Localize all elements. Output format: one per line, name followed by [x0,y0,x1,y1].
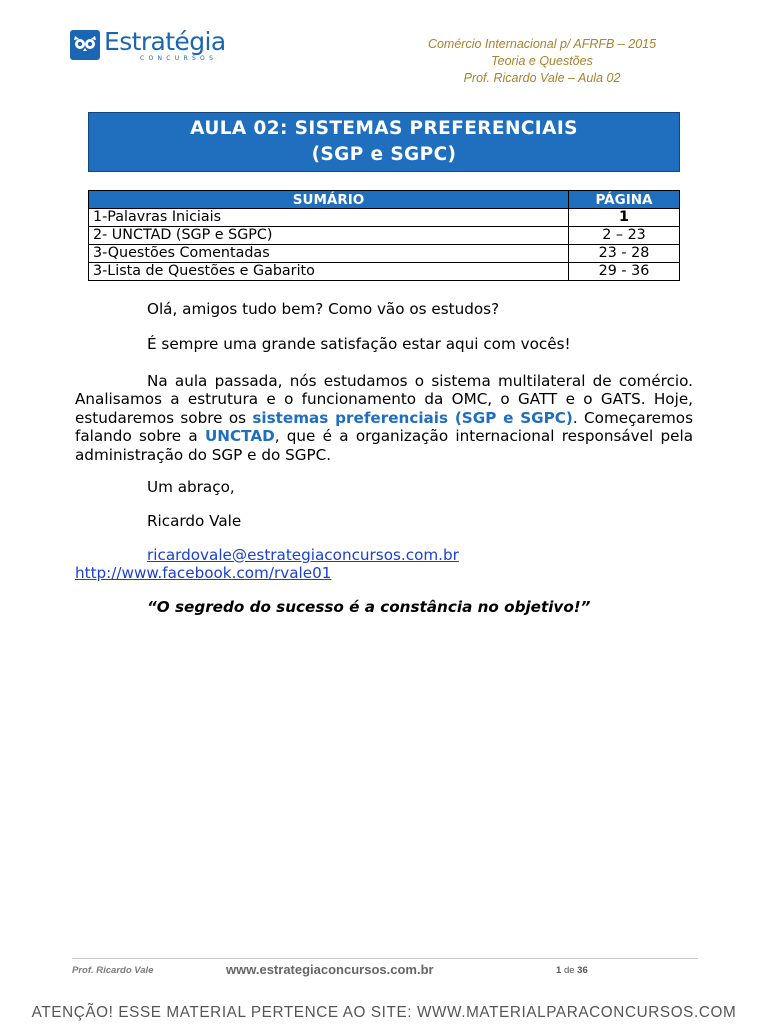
greeting-text: Olá, amigos tudo bem? Como vão os estudos? [147,300,500,318]
summary-topic: 1-Palavras Iniciais [89,209,569,227]
intro-paragraph [75,372,693,464]
intro-text-a: Na aula passada, nós estudamos o sistema multilateral de comércio. Analisamos a estrutura e o funcionamento da OMC, o GATT e o GATS. Hoje, estudaremos sobre os [75,372,693,427]
quote-text: “O segredo do sucesso é a constância no objetivo!” [147,598,591,616]
summary-header-row [89,191,680,209]
lesson-title-line1: AULA 02: SISTEMAS PREFERENCIAIS [190,118,578,139]
satisfaction-text: É sempre uma grande satisfação estar aqui com vocês! [147,335,571,353]
email-link[interactable]: ricardovale@estrategiaconcursos.com.br [147,546,459,564]
facebook-link[interactable]: http://www.facebook.com/rvale01 [75,564,332,583]
brand-logo [70,27,230,66]
closing-text: Um abraço, [147,478,235,496]
lesson-title [88,112,680,172]
summary-header-page: PÁGINA [569,191,680,209]
contact-block [75,546,693,583]
header-lesson: Prof. Ricardo Vale – Aula 02 [463,71,621,85]
footer-site: www.estrategiaconcursos.com.br [226,962,434,977]
summary-topic: 3-Questões Comentadas [89,245,569,263]
header-course: Comércio Internacional p/ AFRFB – 2015 [427,37,657,51]
page-counter [556,965,588,976]
table-row [89,209,680,227]
header-subtitle: Teoria e Questões [491,54,593,68]
table-row [89,227,680,245]
footer-author: Prof. Ricardo Vale [72,965,154,976]
table-row [89,245,680,263]
summary-topic: 3-Lista de Questões e Gabarito [89,263,569,281]
owl-icon [70,30,100,60]
watermark-text: ATENÇÃO! ESSE MATERIAL PERTENCE AO SITE: WWW.MATERIALPARACONCURSOS.COM [31,1004,737,1021]
footer-divider [72,958,698,959]
page-current: 1 [556,965,562,976]
intro-text-b: . Começaremos falando sobre a [75,408,693,446]
brand-sub: CONCURSOS [140,55,218,62]
summary-table [88,190,680,281]
table-row [89,263,680,281]
summary-page: 29 - 36 [569,263,680,281]
page-of: de [563,965,575,976]
summary-header-topic: SUMÁRIO [89,191,569,209]
summary-page: 1 [569,209,680,227]
intro-text-c: , que é a organização internacional responsável pela administração do SGP e do SGPC. [75,427,693,464]
highlight-preferential-systems: sistemas preferenciais (SGP e SGPC) [252,408,573,427]
brand-name: Estratégia [104,27,226,56]
lesson-title-line2: (SGP e SGPC) [311,144,457,165]
summary-page: 23 - 28 [569,245,680,263]
signature-text: Ricardo Vale [147,512,242,530]
summary-page: 2 – 23 [569,227,680,245]
summary-topic: 2- UNCTAD (SGP e SGPC) [89,227,569,245]
page-total: 36 [577,965,588,976]
highlight-unctad: UNCTAD [204,427,275,446]
